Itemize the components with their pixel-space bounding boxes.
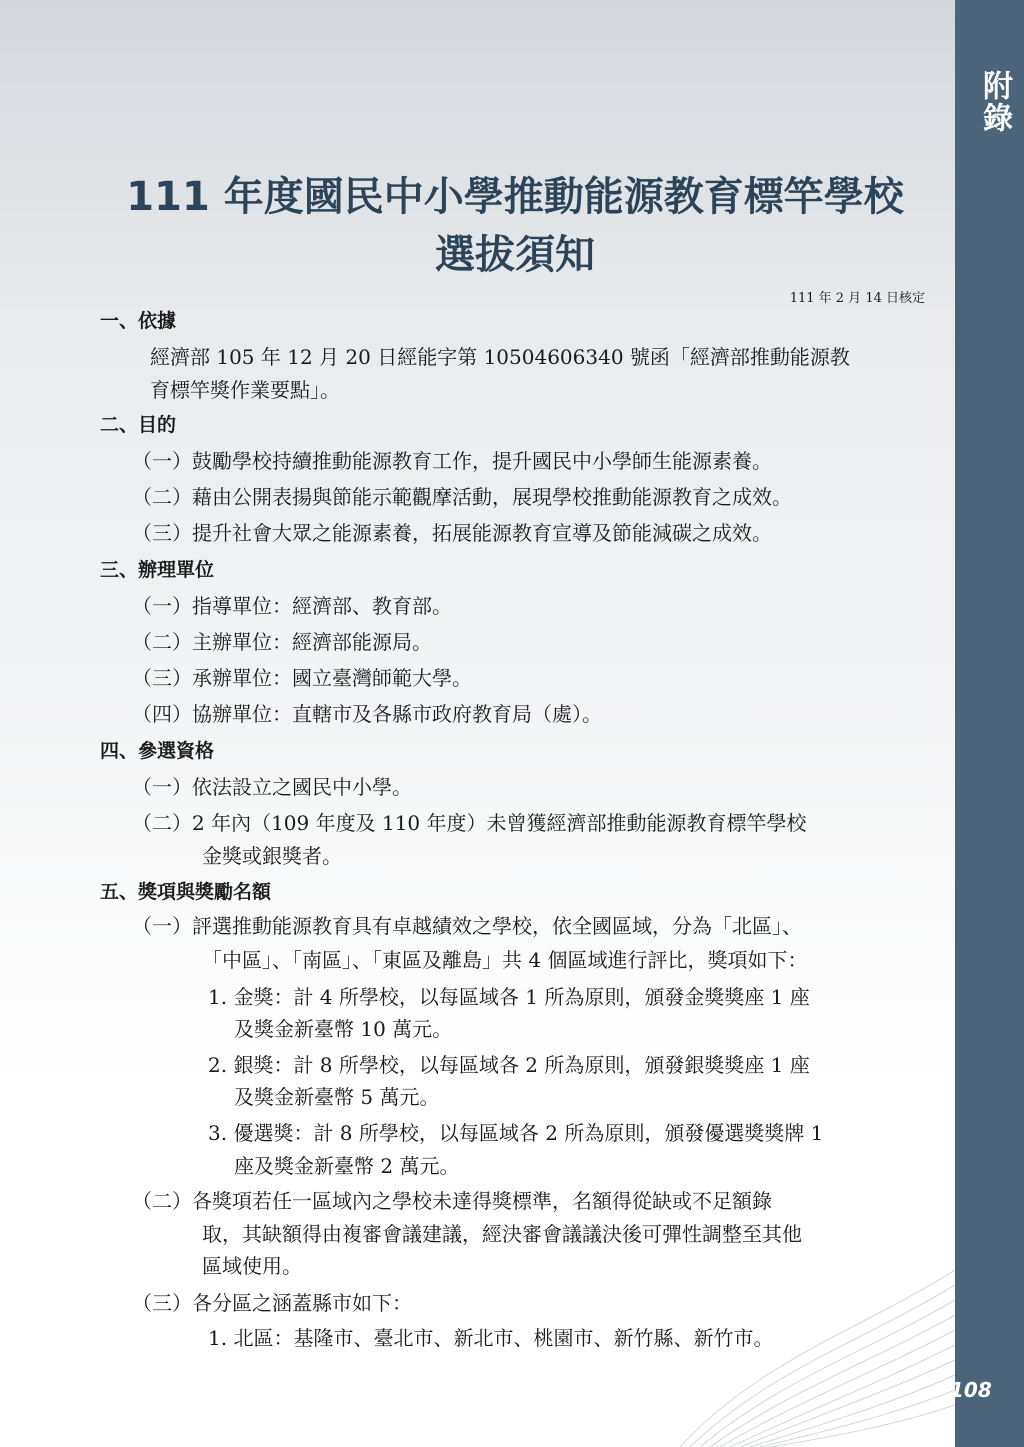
side-tab-bar bbox=[955, 0, 1024, 1447]
organizer-item-4: （四）協辦單位：直轄市及各縣市政府教育局（處）。 bbox=[132, 702, 602, 726]
section-basis-text-2: 育標竿獎作業要點」。 bbox=[150, 378, 340, 402]
eligibility-item-1: （一）依法設立之國民中小學。 bbox=[132, 775, 412, 799]
section-heading-eligibility: 四、參選資格 bbox=[100, 740, 215, 762]
gold-award-line-2: 及獎金新臺幣 10 萬元。 bbox=[234, 1017, 453, 1041]
organizer-item-3: （三）承辦單位：國立臺灣師範大學。 bbox=[132, 666, 472, 690]
eligibility-item-2-line-1: （二）2 年內（109 年度及 110 年度）未曾獲經濟部推動能源教育標竿學校 bbox=[132, 811, 807, 835]
organizer-item-2: （二）主辦單位：經濟部能源局。 bbox=[132, 630, 432, 654]
page-title bbox=[90, 168, 940, 284]
awards-item-2-line-3: 區域使用。 bbox=[202, 1254, 302, 1278]
eligibility-item-2-line-2: 金獎或銀獎者。 bbox=[202, 844, 342, 868]
merit-award-line-1: 3. 優選獎：計 8 所學校，以每區域各 2 所為原則，頒發優選獎獎牌 1 bbox=[208, 1121, 824, 1145]
title-line-2: 選拔須知 bbox=[435, 232, 595, 278]
organizer-item-1: （一）指導單位：經濟部、教育部。 bbox=[132, 594, 452, 618]
section-basis-text-1: 經濟部 105 年 12 月 20 日經能字第 10504606340 號函「經濟部推動能源教 bbox=[150, 345, 850, 369]
silver-award-line-2: 及獎金新臺幣 5 萬元。 bbox=[234, 1085, 440, 1109]
region-north: 1. 北區：基隆市、臺北市、新北市、桃園市、新竹縣、新竹市。 bbox=[208, 1326, 774, 1350]
section-heading-awards: 五、獎項與獎勵名額 bbox=[100, 881, 272, 903]
approved-date: 111 年 2 月 14 日核定 bbox=[789, 291, 925, 306]
merit-award-line-2: 座及獎金新臺幣 2 萬元。 bbox=[234, 1154, 460, 1178]
awards-item-1-line-1: （一）評選推動能源教育具有卓越績效之學校，依全國區域，分為「北區」、 bbox=[132, 914, 802, 938]
section-heading-organizers: 三、辦理單位 bbox=[100, 559, 215, 581]
awards-item-2-line-1: （二）各獎項若任一區域內之學校未達得獎標準，名額得從缺或不足額錄 bbox=[132, 1189, 772, 1213]
appendix-label: 附錄 bbox=[977, 70, 1012, 134]
purpose-item-2: （二）藉由公開表揚與節能示範觀摩活動，展現學校推動能源教育之成效。 bbox=[132, 485, 792, 509]
awards-item-2-line-2: 取，其缺額得由複審會議建議，經決審會議議決後可彈性調整至其他 bbox=[202, 1222, 802, 1246]
title-line-1: 111 年度國民中小學推動能源教育標竿學校 bbox=[126, 174, 904, 220]
section-heading-purpose: 二、目的 bbox=[100, 414, 177, 436]
silver-award-line-1: 2. 銀獎：計 8 所學校，以每區域各 2 所為原則，頒發銀獎獎座 1 座 bbox=[208, 1053, 810, 1077]
awards-item-1-line-2: 「中區」、「南區」、「東區及離島」共 4 個區域進行評比，獎項如下： bbox=[202, 948, 808, 972]
gold-award-line-1: 1. 金獎：計 4 所學校，以每區域各 1 所為原則，頒發金獎獎座 1 座 bbox=[208, 985, 810, 1009]
page-number: 108 bbox=[950, 1378, 992, 1402]
section-heading-basis: 一、依據 bbox=[100, 310, 177, 332]
purpose-item-3: （三）提升社會大眾之能源素養，拓展能源教育宣導及節能減碳之成效。 bbox=[132, 521, 772, 545]
awards-item-3: （三）各分區之涵蓋縣市如下： bbox=[132, 1291, 412, 1315]
purpose-item-1: （一）鼓勵學校持續推動能源教育工作，提升國民中小學師生能源素養。 bbox=[132, 449, 772, 473]
